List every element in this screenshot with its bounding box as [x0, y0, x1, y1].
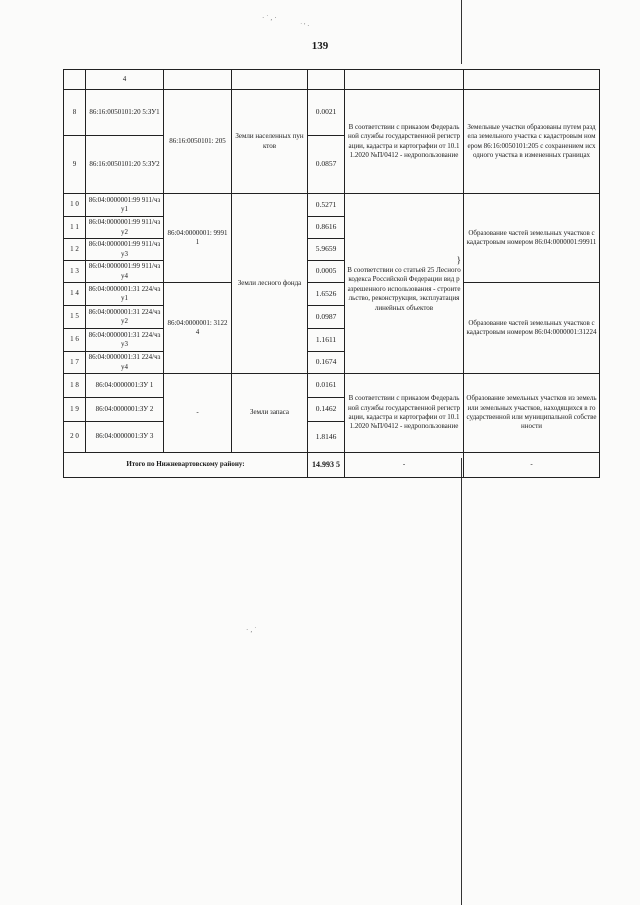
cadastral-number: 86:16:0050101:20 5:ЗУ1: [86, 90, 164, 136]
source-cadastral-number: 86:16:0050101: 205: [164, 90, 232, 194]
area-value: 0.0857: [308, 136, 345, 194]
row-number: 2 0: [64, 422, 86, 453]
row-number: 1 7: [64, 352, 86, 374]
area-value: 0.8616: [308, 217, 345, 239]
area-value: 0.1462: [308, 398, 345, 422]
row-number: 1 0: [64, 194, 86, 217]
cadastral-number: 86:04:0000001:31 224/чзу3: [86, 329, 164, 352]
table-header-row: [64, 70, 600, 90]
total-basis: -: [345, 453, 464, 478]
area-value: 5.9659: [308, 239, 345, 261]
purpose-text: Земельные участки образованы путем раздела земельного участка с кадастровым номером 86:16:0050101:205 с сохранением исходного участка в измененных границах: [464, 90, 600, 194]
table-row: [64, 194, 600, 217]
cadastral-number: 86:04:0000001:ЗУ 3: [86, 422, 164, 453]
basis-text: В соответствии с приказом Федеральной службы государственной регистрации, кадастра и картографии от 10.11.2020 №П/0412 - недропользование: [345, 374, 464, 453]
page-number: 139: [311, 40, 329, 52]
area-value: 0.5271: [308, 194, 345, 217]
area-value: 0.0005: [308, 261, 345, 283]
bracket-mark: }: [456, 254, 461, 265]
total-purpose: -: [464, 453, 600, 478]
row-number: 1 4: [64, 283, 86, 306]
basis-text: В соответствии со статьей 25 Лесного кодекса Российской Федерации вид разрешенного использования - строительство, реконструкция, эксплуатация линейных объектов: [347, 265, 461, 312]
cadastral-number: 86:04:0000001:ЗУ 2: [86, 398, 164, 422]
scan-margin-line: [461, 0, 462, 64]
table-row: [64, 374, 600, 398]
table-row: [64, 283, 600, 306]
land-category: Земли лесного фонда: [232, 194, 308, 374]
area-value: 1.8146: [308, 422, 345, 453]
source-cadastral-number: -: [164, 374, 232, 453]
cadastral-number: 86:04:0000001:99 911/чзу4: [86, 261, 164, 283]
area-value: 0.1674: [308, 352, 345, 374]
total-value: 14.993 5: [308, 453, 345, 478]
row-number: 1 8: [64, 374, 86, 398]
source-cadastral-number: 86:04:0000001: 99911: [164, 194, 232, 283]
area-value: 0.0161: [308, 374, 345, 398]
cadastral-number: 86:04:0000001:31 224/чзу1: [86, 283, 164, 306]
table-row: [64, 90, 600, 136]
basis-text: В соответствии с приказом Федеральной службы государственной регистрации, кадастра и картографии от 10.11.2020 №П/0412 - недропользование: [345, 90, 464, 194]
row-number: 9: [64, 136, 86, 194]
row-number: 1 2: [64, 239, 86, 261]
purpose-text: Образование частей земельных участков с кадастровым номером 86:04:0000001:31224: [464, 283, 600, 374]
area-value: 1.6526: [308, 283, 345, 306]
row-number: 1 3: [64, 261, 86, 283]
header-cont-cell: 4: [86, 70, 164, 90]
land-category: Земли запаса: [232, 374, 308, 453]
area-value: 1.1611: [308, 329, 345, 352]
cadastral-number: 86:04:0000001:99 911/чзу2: [86, 217, 164, 239]
table-total-row: [64, 453, 600, 478]
land-category: Земли населенных пунктов: [232, 90, 308, 194]
source-cadastral-number: 86:04:0000001: 31224: [164, 283, 232, 374]
cadastral-number: 86:04:0000001:99 911/чзу3: [86, 239, 164, 261]
total-label: Итого по Нижневартовскому району:: [64, 453, 308, 478]
scan-noise: · ˙ ‚ ·: [262, 14, 277, 22]
row-number: 8: [64, 90, 86, 136]
scan-noise: ˙ ' ·: [300, 22, 310, 30]
cadastral-number: 86:04:0000001:99 911/чзу1: [86, 194, 164, 217]
purpose-text: Образование частей земельных участков с кадастровым номером 86:04:0000001:99911: [464, 194, 600, 283]
basis-cell: [345, 194, 464, 374]
area-value: 0.0021: [308, 90, 345, 136]
cadastral-number: 86:04:0000001:31 224/чзу4: [86, 352, 164, 374]
row-number: 1 9: [64, 398, 86, 422]
row-number: 1 6: [64, 329, 86, 352]
cadastral-number: 86:16:0050101:20 5:ЗУ2: [86, 136, 164, 194]
scan-noise: · ‚ ˙: [246, 626, 257, 634]
cadastral-number: 86:04:0000001:ЗУ 1: [86, 374, 164, 398]
row-number: 1 5: [64, 306, 86, 329]
land-plots-table: [63, 69, 600, 478]
area-value: 0.0987: [308, 306, 345, 329]
scan-margin-line: [461, 458, 462, 905]
cadastral-number: 86:04:0000001:31 224/чзу2: [86, 306, 164, 329]
row-number: 1 1: [64, 217, 86, 239]
purpose-text: Образование земельных участков из земель или земельных участков, находящихся в государственной или муниципальной собственности: [464, 374, 600, 453]
